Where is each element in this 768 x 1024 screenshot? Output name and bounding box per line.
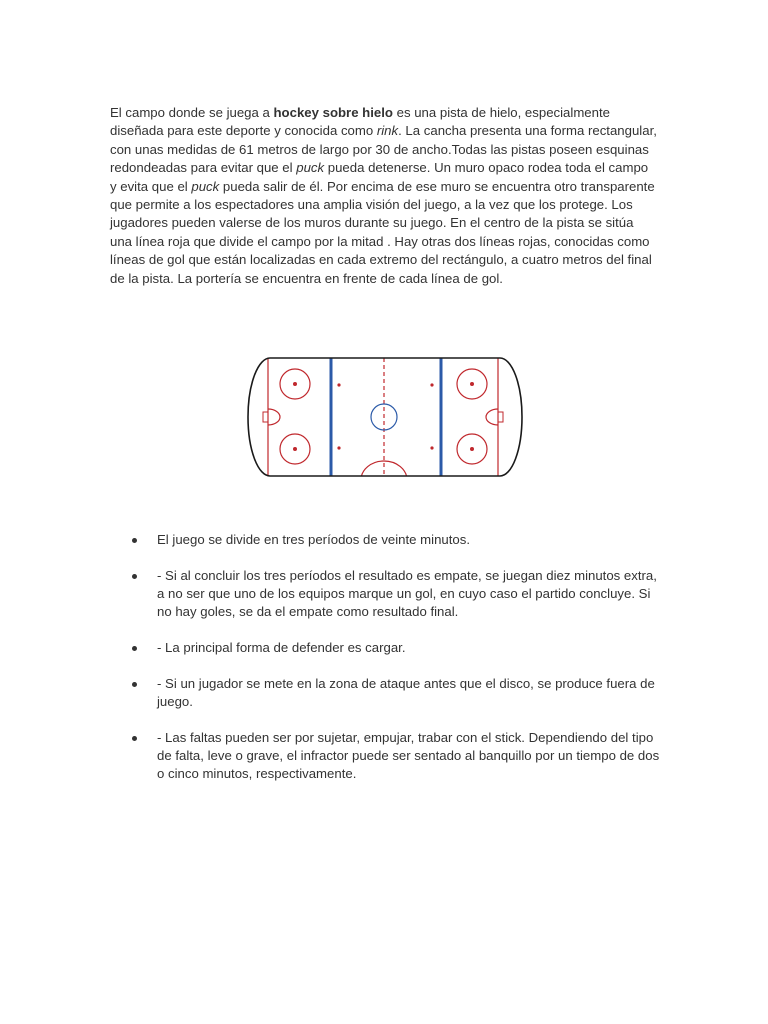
bullet-icon <box>132 574 137 579</box>
intro-segment: pueda salir de él. Por encima de ese muro se encuentra otro transparente que permite a los espectadores una amplia visión del juego, a la vez que los protege. Los jugadores pueden valerse de los muros durante su juego. En el centro de la pista se sitúa una línea roja que divide el campo por la mitad . Hay otras dos líneas rojas, conocidas como líneas de gol que están localizadas en cada extremo del rectángulo, a cuatro metros del final de la pista. La portería se encuentra en frente de cada línea de gol. <box>110 178 655 286</box>
faceoff-dot <box>470 447 474 451</box>
bullet-icon <box>132 736 137 741</box>
rink-boards <box>248 358 522 476</box>
goal-net-right <box>498 412 503 422</box>
rink-svg <box>244 354 524 480</box>
hockey-rink-diagram <box>244 354 524 480</box>
list-item <box>131 639 661 657</box>
list-item <box>131 729 661 784</box>
goal-crease-left <box>268 409 280 425</box>
bullet-icon <box>132 646 137 651</box>
list-item <box>131 531 661 549</box>
neutral-dot <box>430 446 433 449</box>
goal-net-left <box>263 412 268 422</box>
list-item-text: - Las faltas pueden ser por sujetar, empujar, trabar con el stick. Dependiendo del tipo de falta, leve o grave, el infractor puede ser sentado al banquillo por un tiempo de dos o cinco minutos, respectivamente. <box>157 729 660 782</box>
list-item-text: - Si al concluir los tres períodos el resultado es empate, se juegan diez minutos extra, a no ser que uno de los equipos marque un gol, en cuyo caso el partido concluye. Si no hay goles, se da el empate como resultado final. <box>157 567 657 620</box>
intro-segment: es una pista de hielo, especialmente diseñada para este deporte y conocida como <box>110 105 610 139</box>
faceoff-dot <box>470 382 474 386</box>
bullet-icon <box>132 682 137 687</box>
intro-segment: . La cancha presenta una forma rectangular, con unas medidas de 61 metros de largo por 30 de ancho.Todas las pistas poseen esquinas redondeadas para evitar que el <box>110 123 657 176</box>
intro-paragraph <box>110 104 658 288</box>
intro-segment: pueda detenerse. Un muro opaco rodea toda el campo y evita que el <box>110 160 649 194</box>
neutral-dot <box>337 383 340 386</box>
rink-markings <box>263 358 503 480</box>
list-item-text: - Si un jugador se mete en la zona de ataque antes que el disco, se produce fuera de juego. <box>157 675 655 709</box>
neutral-dot <box>430 383 433 386</box>
faceoff-dot <box>293 382 297 386</box>
intro-segment-bold: hockey sobre hielo <box>273 105 393 120</box>
list-item <box>131 675 661 712</box>
list-item-text: - La principal forma de defender es cargar. <box>157 639 406 655</box>
rules-list <box>131 531 661 801</box>
neutral-dot <box>337 446 340 449</box>
list-item <box>131 567 661 622</box>
goal-crease-right <box>486 409 498 425</box>
list-item-text: El juego se divide en tres períodos de veinte minutos. <box>157 532 471 547</box>
faceoff-dot <box>293 447 297 451</box>
intro-segment-italic: rink <box>376 123 399 139</box>
intro-segment: El campo donde se juega a <box>110 105 274 120</box>
bullet-icon <box>132 538 137 543</box>
intro-segment-italic: puck <box>191 178 220 194</box>
intro-segment-italic: puck <box>296 160 325 176</box>
